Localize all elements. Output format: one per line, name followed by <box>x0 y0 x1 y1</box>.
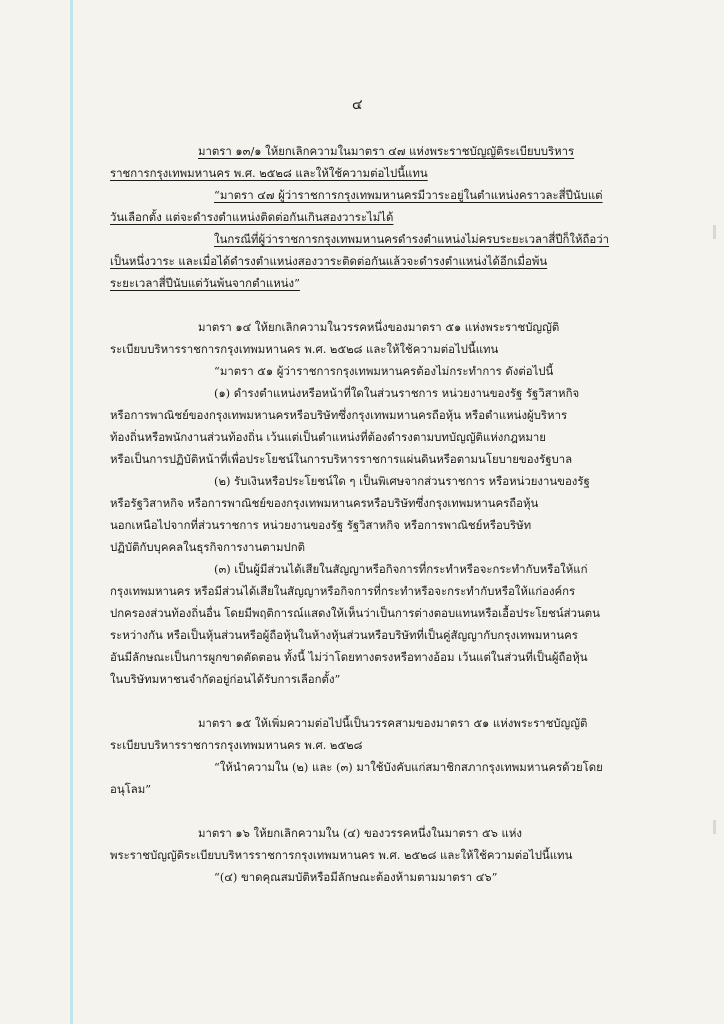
text-line <box>110 822 630 844</box>
text-line <box>110 778 630 800</box>
line-text: ท้องถิ่นหรือพนักงานส่วนท้องถิ่น เว้นแต่เป็นตำแหน่งที่ต้องดำรงตามบทบัญญัติแห่งกฎหมาย <box>110 430 546 444</box>
line-text: อนุโลม” <box>110 782 152 796</box>
text-line <box>110 250 630 272</box>
line-text: มาตรา ๑๕ ให้เพิ่มความต่อไปนี้เป็นวรรคสามของมาตรา ๕๑ แห่งพระราชบัญญัติ <box>198 716 588 730</box>
line-text: เป็นหนึ่งวาระ และเมื่อได้ดำรงตำแหน่งสองวาระติดต่อกันแล้วจะดำรงตำแหน่งได้อีกเมื่อพ้น <box>110 254 548 268</box>
line-text: อันมีลักษณะเป็นการผูกขาดตัดตอน ทั้งนี้ ไม่ว่าโดยทางตรงหรือทางอ้อม เว้นแต่ในส่วนที่เป็นผู้ถือหุ้น <box>110 650 588 664</box>
line-text: “มาตรา ๕๑ ผู้ว่าราชการกรุงเทพมหานครต้องไม่กระทำการ ดังต่อไปนี้ <box>214 364 554 378</box>
text-line <box>110 360 630 382</box>
text-line <box>110 184 630 206</box>
section-gap <box>110 800 630 822</box>
section-gap <box>110 690 630 712</box>
line-text: (๓) เป็นผู้มีส่วนได้เสียในสัญญาหรือกิจการที่กระทำหรือจะกระทำกับหรือให้แก่ <box>214 562 588 576</box>
line-text: ในบริษัทมหาชนจำกัดอยู่ก่อนได้รับการเลือกตั้ง” <box>110 672 341 686</box>
document-body <box>110 140 630 888</box>
text-line <box>110 866 630 888</box>
line-text: “มาตรา ๔๗ ผู้ว่าราชการกรุงเทพมหานครมีวาระอยู่ในตำแหน่งคราวละสี่ปีนับแต่ <box>214 188 603 202</box>
section-s13-1 <box>110 140 630 294</box>
line-text: (๒) รับเงินหรือประโยชน์ใด ๆ เป็นพิเศษจากส่วนราชการ หรือหน่วยงานของรัฐ <box>214 474 590 488</box>
line-text: ปกครองส่วนท้องถิ่นอื่น โดยมีพฤติการณ์แสดงให้เห็นว่าเป็นการต่างตอบแทนหรือเอื้อประโยชน์ส่วนตน <box>110 606 600 620</box>
line-text: หรือรัฐวิสาหกิจ หรือการพาณิชย์ของกรุงเทพมหานครหรือบริษัทซึ่งกรุงเทพมหานครถือหุ้น <box>110 496 539 510</box>
line-text: หรือเป็นการปฏิบัติหน้าที่เพื่อประโยชน์ในการบริหารราชการแผ่นดินหรือตามนโยบายของรัฐบาล <box>110 452 573 466</box>
line-text: “ให้นำความใน (๒) และ (๓) มาใช้บังคับแก่สมาชิกสภากรุงเทพมหานครด้วยโดย <box>214 760 603 774</box>
text-line <box>110 404 630 426</box>
line-text: วันเลือกตั้ง แต่จะดำรงตำแหน่งติดต่อกันเกินสองวาระไม่ได้ <box>110 210 394 224</box>
text-line <box>110 624 630 646</box>
line-text: ราชการกรุงเทพมหานคร พ.ศ. ๒๕๒๘ และให้ใช้ความต่อไปนี้แทน <box>110 166 428 180</box>
line-text: มาตรา ๑๓/๑ ให้ยกเลิกความในมาตรา ๔๗ แห่งพระราชบัญญัติระเบียบบริหาร <box>198 144 575 158</box>
text-line <box>110 448 630 470</box>
section-gap <box>110 294 630 316</box>
line-text: ในกรณีที่ผู้ว่าราชการกรุงเทพมหานครดำรงตำแหน่งไม่ครบระยะเวลาสี่ปีก็ให้ถือว่า <box>214 232 610 246</box>
line-text: ปฏิบัติกับบุคคลในธุรกิจการงานตามปกติ <box>110 540 306 554</box>
line-text: ระเบียบบริหารราชการกรุงเทพมหานคร พ.ศ. ๒๕๒๘ <box>110 738 363 752</box>
line-text: หรือการพาณิชย์ของกรุงเทพมหานครหรือบริษัทซึ่งกรุงเทพมหานครถือหุ้น หรือตำแหน่งผู้บริหาร <box>110 408 568 422</box>
line-text: กรุงเทพมหานคร หรือมีส่วนได้เสียในสัญญาหรือกิจการที่กระทำหรือจะกระทำกับหรือให้แก่องค์กร <box>110 584 576 598</box>
line-text: นอกเหนือไปจากที่ส่วนราชการ หน่วยงานของรัฐ รัฐวิสาหกิจ หรือการพาณิชย์หรือบริษัท <box>110 518 532 532</box>
scan-mark <box>713 820 716 834</box>
section-s14 <box>110 316 630 690</box>
text-line <box>110 712 630 734</box>
text-line <box>110 734 630 756</box>
text-line <box>110 272 630 294</box>
line-text: ระหว่างกัน หรือเป็นหุ้นส่วนหรือผู้ถือหุ้นในห้างหุ้นส่วนหรือบริษัทที่เป็นคู่สัญญากับกรุงเทพมหานคร <box>110 628 578 642</box>
text-line <box>110 844 630 866</box>
text-line <box>110 426 630 448</box>
text-line <box>110 470 630 492</box>
text-line <box>110 668 630 690</box>
text-line <box>110 338 630 360</box>
text-line <box>110 228 630 250</box>
text-line <box>110 514 630 536</box>
text-line <box>110 646 630 668</box>
text-line <box>110 756 630 778</box>
line-text: “(๔) ขาดคุณสมบัติหรือมีลักษณะต้องห้ามตามมาตรา ๔๖” <box>214 870 498 884</box>
text-line <box>110 492 630 514</box>
scan-mark <box>713 225 716 239</box>
text-line <box>110 558 630 580</box>
scan-margin-line <box>70 0 73 1024</box>
text-line <box>110 602 630 624</box>
text-line <box>110 580 630 602</box>
line-text: ระเบียบบริหารราชการกรุงเทพมหานคร พ.ศ. ๒๕๒๘ และให้ใช้ความต่อไปนี้แทน <box>110 342 499 356</box>
text-line <box>110 206 630 228</box>
text-line <box>110 316 630 338</box>
line-text: มาตรา ๑๖ ให้ยกเลิกความใน (๔) ของวรรคหนึ่งในมาตรา ๕๖ แห่ง <box>198 826 522 840</box>
page-number: ๔ <box>352 97 363 113</box>
line-text: (๑) ดำรงตำแหน่งหรือหน้าที่ใดในส่วนราชการ หน่วยงานของรัฐ รัฐวิสาหกิจ <box>214 386 580 400</box>
section-s16 <box>110 822 630 888</box>
text-line <box>110 140 630 162</box>
section-s15 <box>110 712 630 800</box>
line-text: พระราชบัญญัติระเบียบบริหารราชการกรุงเทพมหานคร พ.ศ. ๒๕๒๘ และให้ใช้ความต่อไปนี้แทน <box>110 848 573 862</box>
text-line <box>110 536 630 558</box>
text-line <box>110 162 630 184</box>
text-line <box>110 382 630 404</box>
line-text: มาตรา ๑๔ ให้ยกเลิกความในวรรคหนึ่งของมาตรา ๕๑ แห่งพระราชบัญญัติ <box>198 320 560 334</box>
line-text: ระยะเวลาสี่ปีนับแต่วันพ้นจากตำแหน่ง” <box>110 276 300 290</box>
